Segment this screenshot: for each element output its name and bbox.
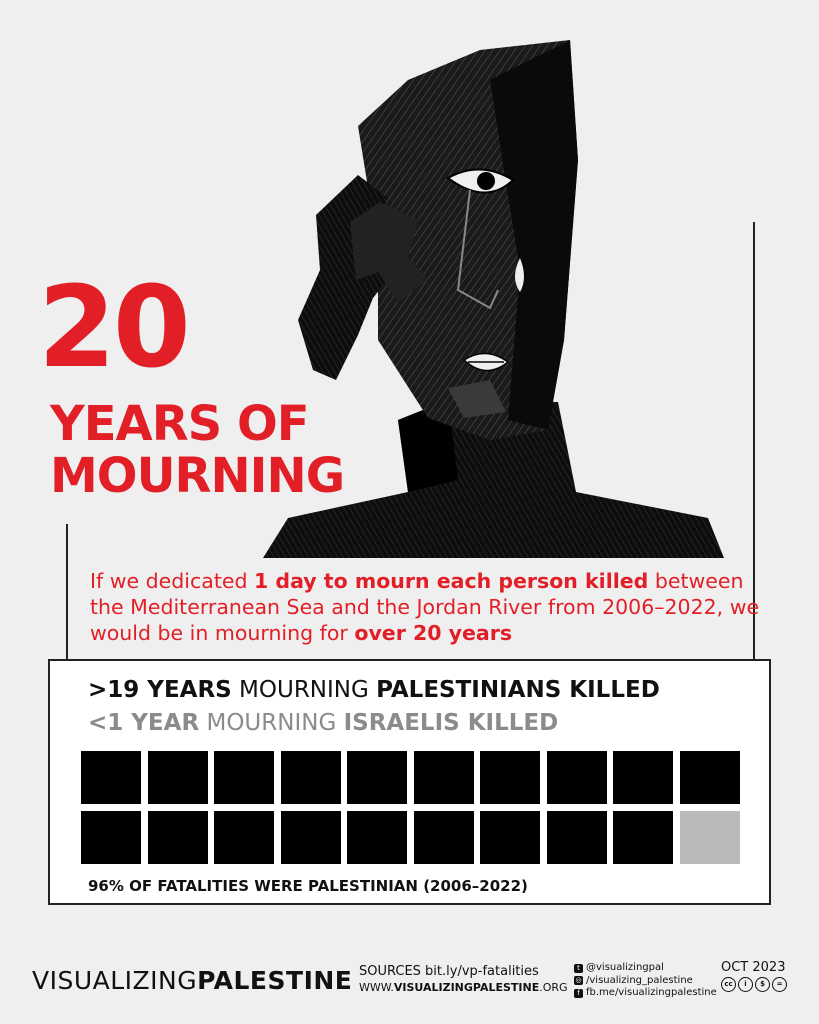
sources-block	[359, 964, 568, 996]
year-cell-palestinian	[414, 811, 474, 864]
row-israelis	[88, 710, 558, 736]
website-name: VISUALIZINGPALESTINE	[393, 981, 540, 994]
intro-text-1: If we dedicated	[90, 569, 255, 593]
year-cell-palestinian	[613, 811, 673, 864]
license-badges	[721, 977, 787, 992]
noderivatives-icon: =	[772, 977, 787, 992]
intro-paragraph	[90, 568, 770, 646]
israeli-group: ISRAELIS KILLED	[343, 710, 559, 736]
row-palestinians	[88, 677, 660, 703]
year-cell-israeli	[680, 811, 740, 864]
sources-link[interactable]: SOURCES bit.ly/vp-fatalities	[359, 964, 539, 979]
headline	[50, 398, 344, 502]
intro-emphasis-2: over 20 years	[354, 621, 513, 645]
palestinian-group: PALESTINIANS KILLED	[376, 677, 660, 703]
instagram-icon: ◎	[575, 976, 582, 985]
fatalities-panel	[48, 659, 771, 905]
headline-line-1: YEARS OF	[50, 396, 309, 452]
instagram-handle: /visualizing_palestine	[586, 974, 693, 986]
noncommercial-icon: $	[755, 977, 770, 992]
year-cell-palestinian	[547, 751, 607, 804]
year-cell-palestinian	[214, 811, 274, 864]
twitter-icon: t	[574, 964, 583, 973]
publish-date: OCT 2023	[721, 960, 786, 975]
year-cell-palestinian	[148, 751, 208, 804]
brand-light: VISUALIZING	[32, 966, 198, 995]
website-suffix: .ORG	[539, 981, 568, 994]
palestinian-verb: MOURNING	[231, 677, 377, 703]
years-number: 20	[38, 263, 188, 393]
social-instagram[interactable]	[574, 975, 717, 988]
year-cell-palestinian	[81, 751, 141, 804]
brand-logo	[32, 966, 352, 995]
year-cell-palestinian	[347, 751, 407, 804]
social-twitter[interactable]	[574, 962, 717, 975]
creative-commons-icon: cc	[721, 977, 736, 992]
brand-bold: PALESTINE	[197, 966, 353, 995]
israeli-duration: <1 YEAR	[88, 710, 200, 736]
website-prefix: WWW.	[359, 981, 394, 994]
year-cell-palestinian	[81, 811, 141, 864]
fatalities-caption: 96% OF FATALITIES WERE PALESTINIAN (2006–2022)	[88, 877, 528, 895]
intro-text-2: between the Mediterranean Sea and the Jordan River from 2006–2022, we would be in mourning for	[90, 569, 760, 645]
palestinian-duration: >19 YEARS	[88, 677, 232, 703]
twitter-handle: @visualizingpal	[586, 962, 664, 973]
israeli-verb: MOURNING	[199, 710, 344, 736]
attribution-icon: i	[738, 977, 753, 992]
year-cell-palestinian	[480, 751, 540, 804]
social-facebook[interactable]	[574, 987, 717, 1000]
year-cell-palestinian	[281, 751, 341, 804]
year-cell-palestinian	[680, 751, 740, 804]
year-cell-palestinian	[281, 811, 341, 864]
year-cell-palestinian	[347, 811, 407, 864]
leader-line-left	[66, 524, 68, 676]
intro-emphasis-1: 1 day to mourn each person killed	[254, 569, 649, 593]
facebook-icon: f	[574, 989, 583, 998]
facebook-handle: fb.me/visualizingpalestine	[586, 987, 717, 998]
year-cell-palestinian	[214, 751, 274, 804]
year-cell-palestinian	[414, 751, 474, 804]
headline-line-2: MOURNING	[50, 448, 345, 504]
year-cell-palestinian	[547, 811, 607, 864]
social-links	[574, 962, 717, 1000]
website-link[interactable]	[359, 980, 568, 996]
year-cell-palestinian	[613, 751, 673, 804]
year-cell-palestinian	[480, 811, 540, 864]
year-grid	[81, 751, 741, 864]
year-cell-palestinian	[148, 811, 208, 864]
